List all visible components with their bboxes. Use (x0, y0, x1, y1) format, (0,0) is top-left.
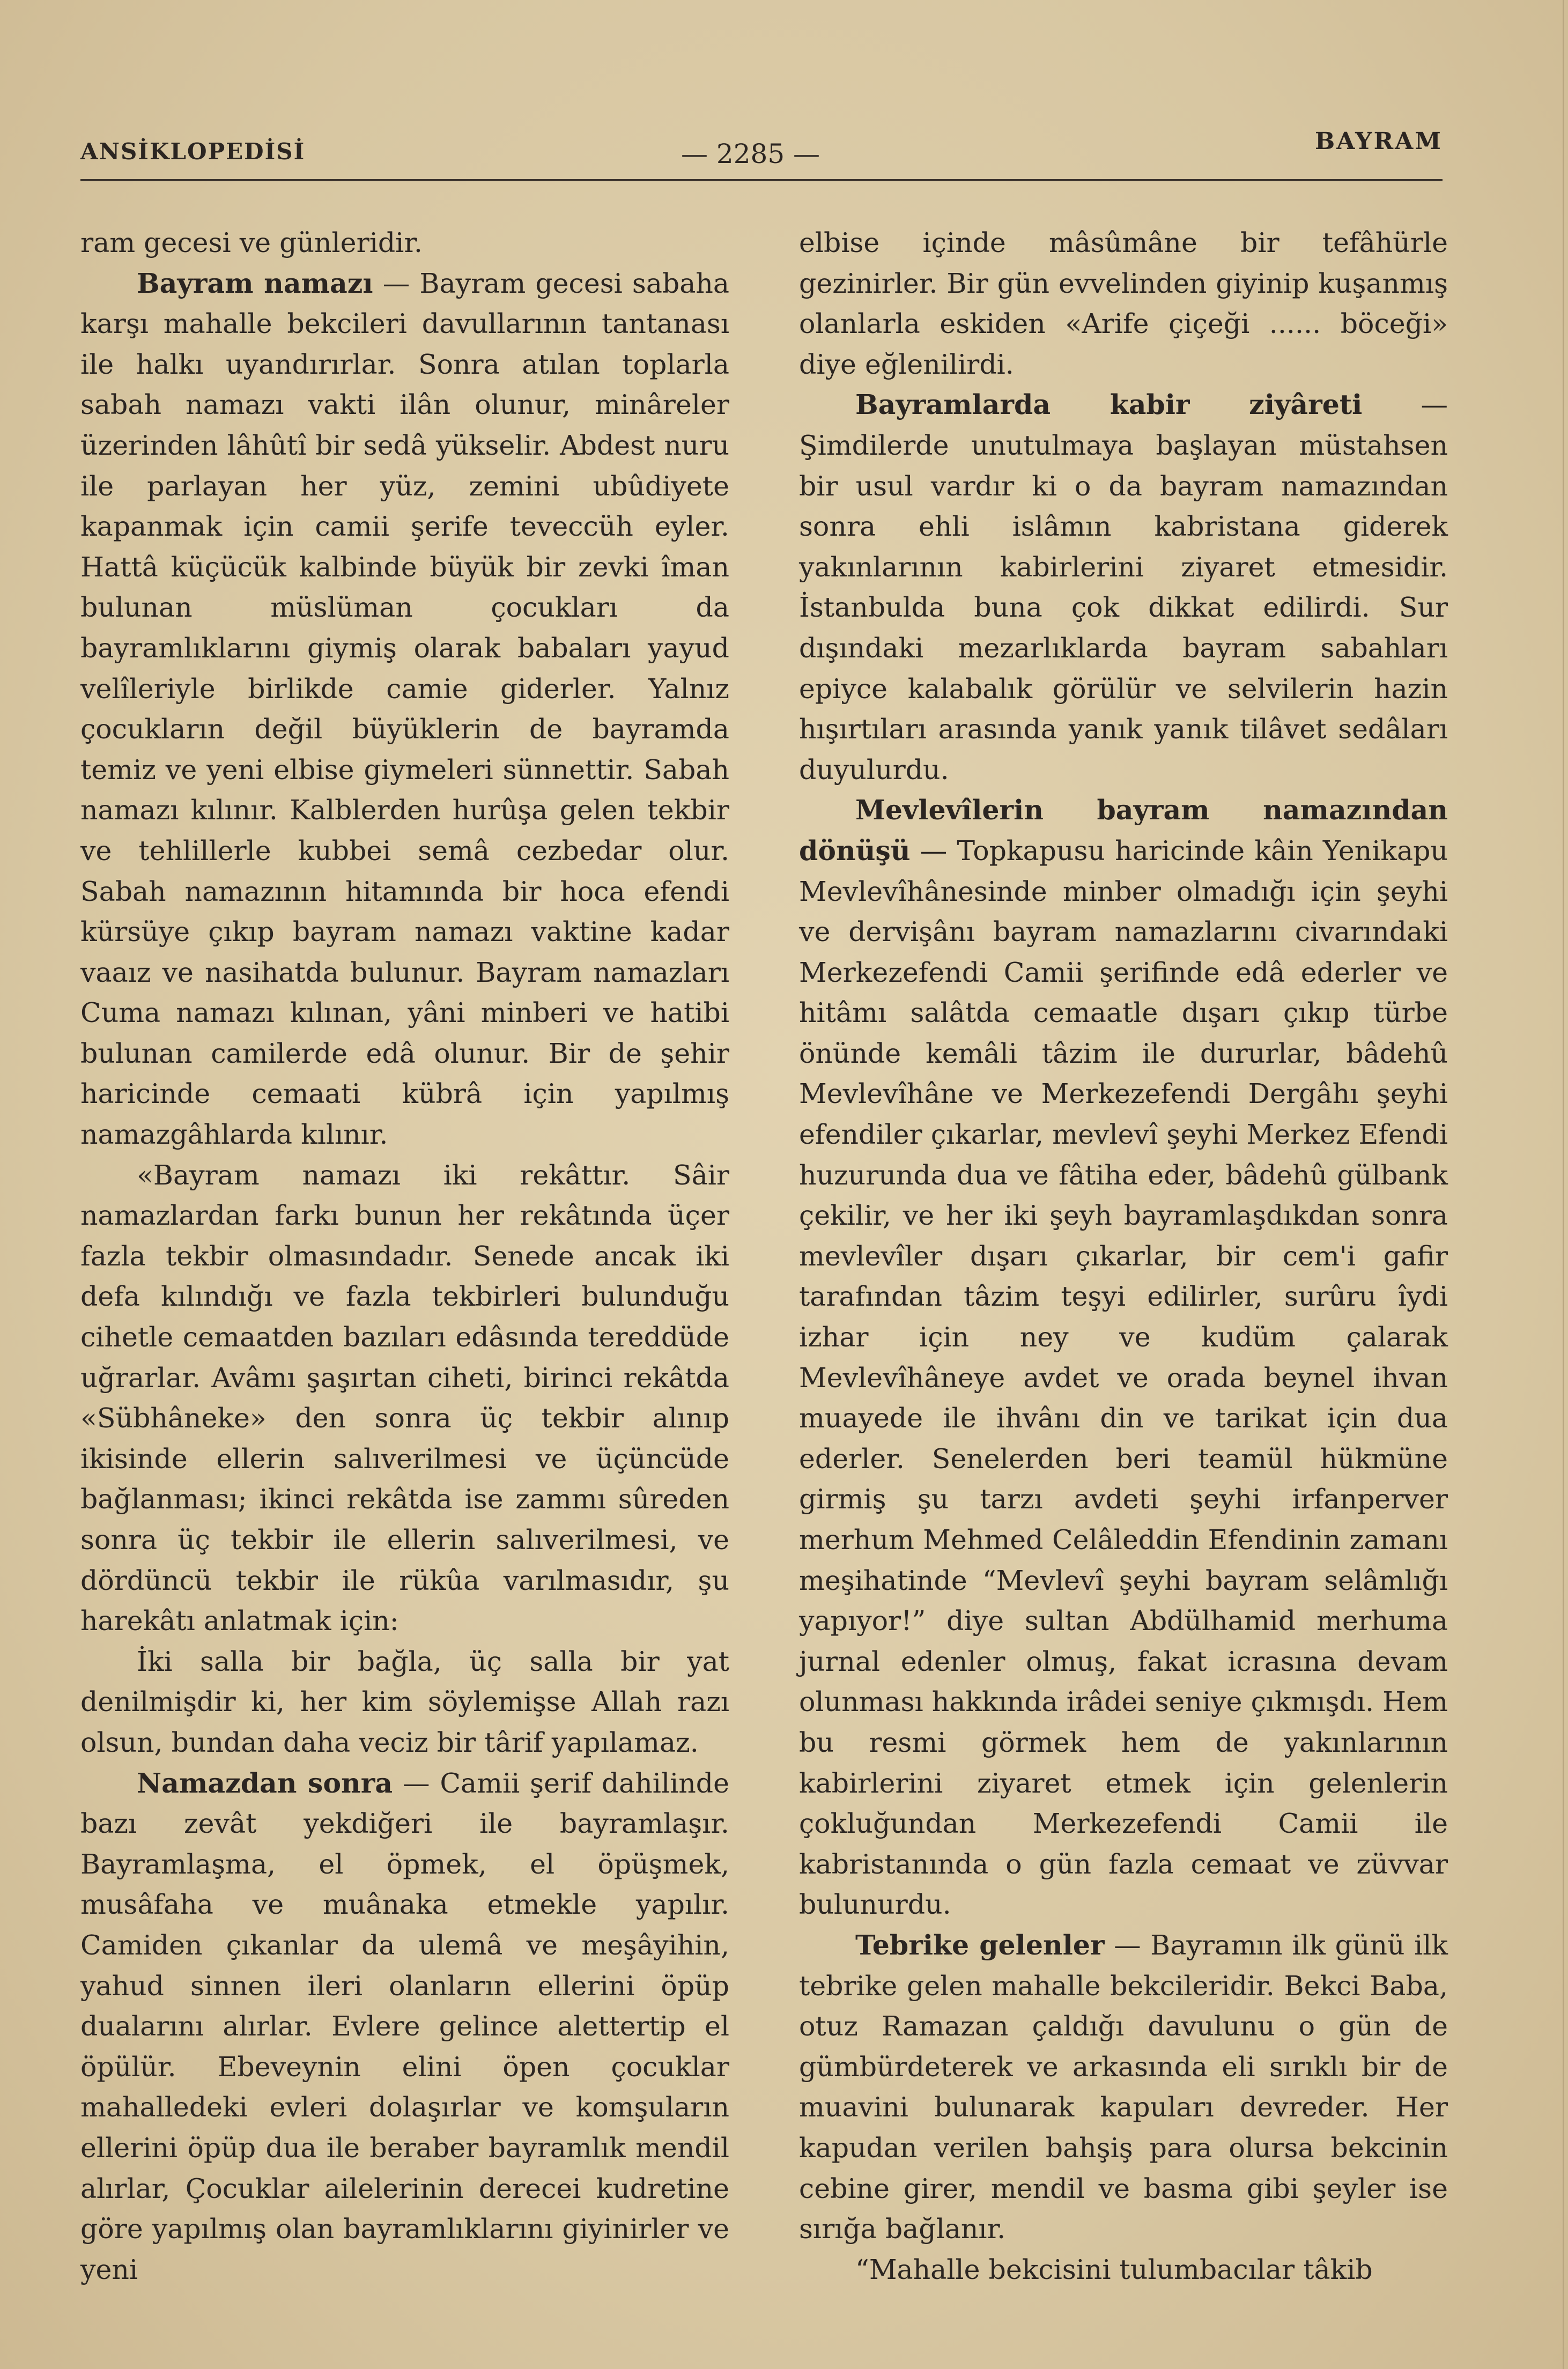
paragraph-heading: Tebrike gelenler (855, 1929, 1105, 1961)
encyclopedia-title: ANSİKLOPEDİSİ (80, 138, 306, 165)
paragraph-heading: Bayram namazı (137, 267, 373, 299)
left-column (80, 223, 729, 2290)
paragraph: «Bayram namazı iki rekâttır. Sâir namazlardan farkı bunun her rekâtında üçer fazla tekbir olmasındadır. Senede ancak iki defa kılındığı ve fazla tekbirleri bulunduğu cihetle cemaatden bazıları edâsında tereddüde uğrarlar. Avâmı şaşırtan ciheti, birinci rekâtda «Sübhâneke» den sonra üç tekbir alınıp ikisinde ellerin salıverilmesi ve üçüncüde bağlanması; ikinci rekâtda ise zammı sûreden sonra üç tekbir ile ellerin salıverilmesi, ve dördüncü tekbir ile rükûa varılmasıdır, şu harekâtı anlatmak için: (80, 1159, 729, 1637)
paragraph-heading: Bayramlarda kabir ziyâreti (855, 389, 1363, 421)
paragraph-heading: Namazdan sonra (137, 1767, 393, 1799)
paragraph-heading: Mevlevîlerin bayram namazından dönüşü (799, 794, 1448, 867)
header-rule (80, 179, 1443, 181)
page-edge (1563, 0, 1564, 2369)
page-header (80, 127, 1443, 191)
paragraph: Bayramlarda kabir ziyâreti — Şimdilerde unutulmaya başlayan müstahsen bir usul vardır ki o da bayram namazından sonra ehli islâmın kabristana giderek yakınlarının kabirlerini ziyaret etmesidir. İstanbulda buna çok dikkat edilirdi. Sur dışındaki mezarlıklarda bayram sabahları epiyce kalabalık görülür ve selvilerin hazin hışırtıları arasında yanık yanık tilâvet sedâları duyulurdu. (799, 389, 1448, 786)
section-title: BAYRAM (1315, 128, 1443, 155)
paragraph: Bayram namazı — Bayram gecesi sabaha karşı mahalle bekcileri davullarının tantanası ile halkı uyandırırlar. Sonra atılan toplarla sabah namazı vakti ilân olunur, minâreler üzerinden lâhûtî bir sedâ yükselir. Abdest nuru ile parlayan her yüz, zemini ubûdiyete kapanmak için camii şerife teveccüh eyler. Hattâ küçücük kalbinde büyük bir zevki îman bulunan müslüman çocukları da bayramlıklarını giymiş olarak babaları yayud velîleriyle birlikde camie giderler. Yalnız çocukların değil büyüklerin de bayramda temiz ve yeni elbise giymeleri sünnettir. Sabah namazı kılınır. Kalblerden hurûşa gelen tekbir ve tehlillerle kubbei semâ cezbedar olur. Sabah namazının hitamında bir hoca efendi kürsüye çıkıp bayram namazı vaktine kadar vaaız ve nasihatda bulunur. Bayram namazları Cuma namazı kılınan, yâni minberi ve hatibi bulunan camilerde edâ olunur. Bir de şehir haricinde cemaati kübrâ için yapılmış namazgâhlarda kılınır. (80, 267, 729, 1151)
right-column (799, 223, 1448, 2290)
paragraph: Namazdan sonra — Camii şerif dahilinde bazı zevât yekdiğeri ile bayramlaşır. Bayramlaşma, el öpmek, el öpüşmek, musâfaha ve muânaka etmekle yapılır. Camiden çıkanlar da ulemâ ve meşâyihin, yahud sinnen ileri olanların ellerini öpüp dualarını alırlar. Evlere gelince alettertip el öpülür. Ebeveynin elini öpen çocuklar mahalledeki evleri dolaşırlar ve komşuların ellerini öpüp dua ile beraber bayramlık mendil alırlar, Çocuklar ailelerinin derecei kudretine göre yapılmış olan bayramlıklarını giyinirler ve yeni (80, 1767, 729, 2285)
paragraph: ram gecesi ve günleridir. (80, 227, 423, 258)
paragraph: Mevlevîlerin bayram namazından dönüşü — Topkapusu haricinde kâin Yenikapu Mevlevîhânesinde minber olmadığı için şeyhi ve dervişânı bayram namazlarını civarındaki Merkezefendi Camii şerifinde edâ ederler ve hitâmı salâtda cemaatle dışarı çıkıp türbe önünde kemâli tâzim ile dururlar, bâdehû Mevlevîhâne ve Merkezefendi Dergâhı şeyhi efendiler çıkarlar, mevlevî şeyhi Merkez Efendi huzurunda dua ve fâtiha eder, bâdehû gülbank çekilir, ve her iki şeyh bayramlaşdıkdan sonra mevlevîler dışarı çıkarlar, bir cem'i gafir tarafından tâzim teşyi edilirler, surûru îydi izhar için ney ve kudüm çalarak Mevlevîhâneye avdet ve orada beynel ihvan muayede ile ihvânı din ve tarikat için dua ederler. Senelerden beri teamül hükmüne girmiş şu tarzı avdeti şeyhi irfanperver merhum Mehmed Celâleddin Efendinin zamanı meşihatinde “Mevlevî şeyhi bayram selâmlığı yapıyor!” diye sultan Abdülhamid merhuma jurnal edenler olmuş, fakat icrasına devam olunması hakkında irâdei seniye çıkmışdı. Hem bu resmi görmek hem de yakınlarının kabirlerini ziyaret etmek için gelenlerin çokluğundan Merkezefendi Camii ile kabristanında o gün fazla cemaat ve züvvar bulunurdu. (799, 794, 1448, 1921)
paragraph: elbise içinde mâsûmâne bir tefâhürle gezinirler. Bir gün evvelinden giyinip kuşanmış olanlarla eskiden «Arife çiçeği ...... böceği» diye eğlenilirdi. (799, 227, 1448, 380)
paragraph: “Mahalle bekcisini tulumbacılar tâkib (855, 2253, 1373, 2285)
paragraph: İki salla bir bağla, üç salla bir yat denilmişdir ki, her kim söylemişse Allah razı olsun, bundan daha veciz bir târif yapılamaz. (80, 1645, 729, 1758)
page-number: — 2285 — (681, 138, 820, 169)
paragraph: Tebrike gelenler — Bayramın ilk günü ilk tebrike gelen mahalle bekcileridir. Bekci Baba, otuz Ramazan çaldığı davulunu o gün de gümbürdeterek ve arkasında eli sırıklı bir de muavini bulunarak kapuları devreder. Her kapudan verilen bahşiş para olursa bekcinin cebine girer, mendil ve basma gibi şeyler ise sırığa bağlanır. (799, 1929, 1448, 2245)
